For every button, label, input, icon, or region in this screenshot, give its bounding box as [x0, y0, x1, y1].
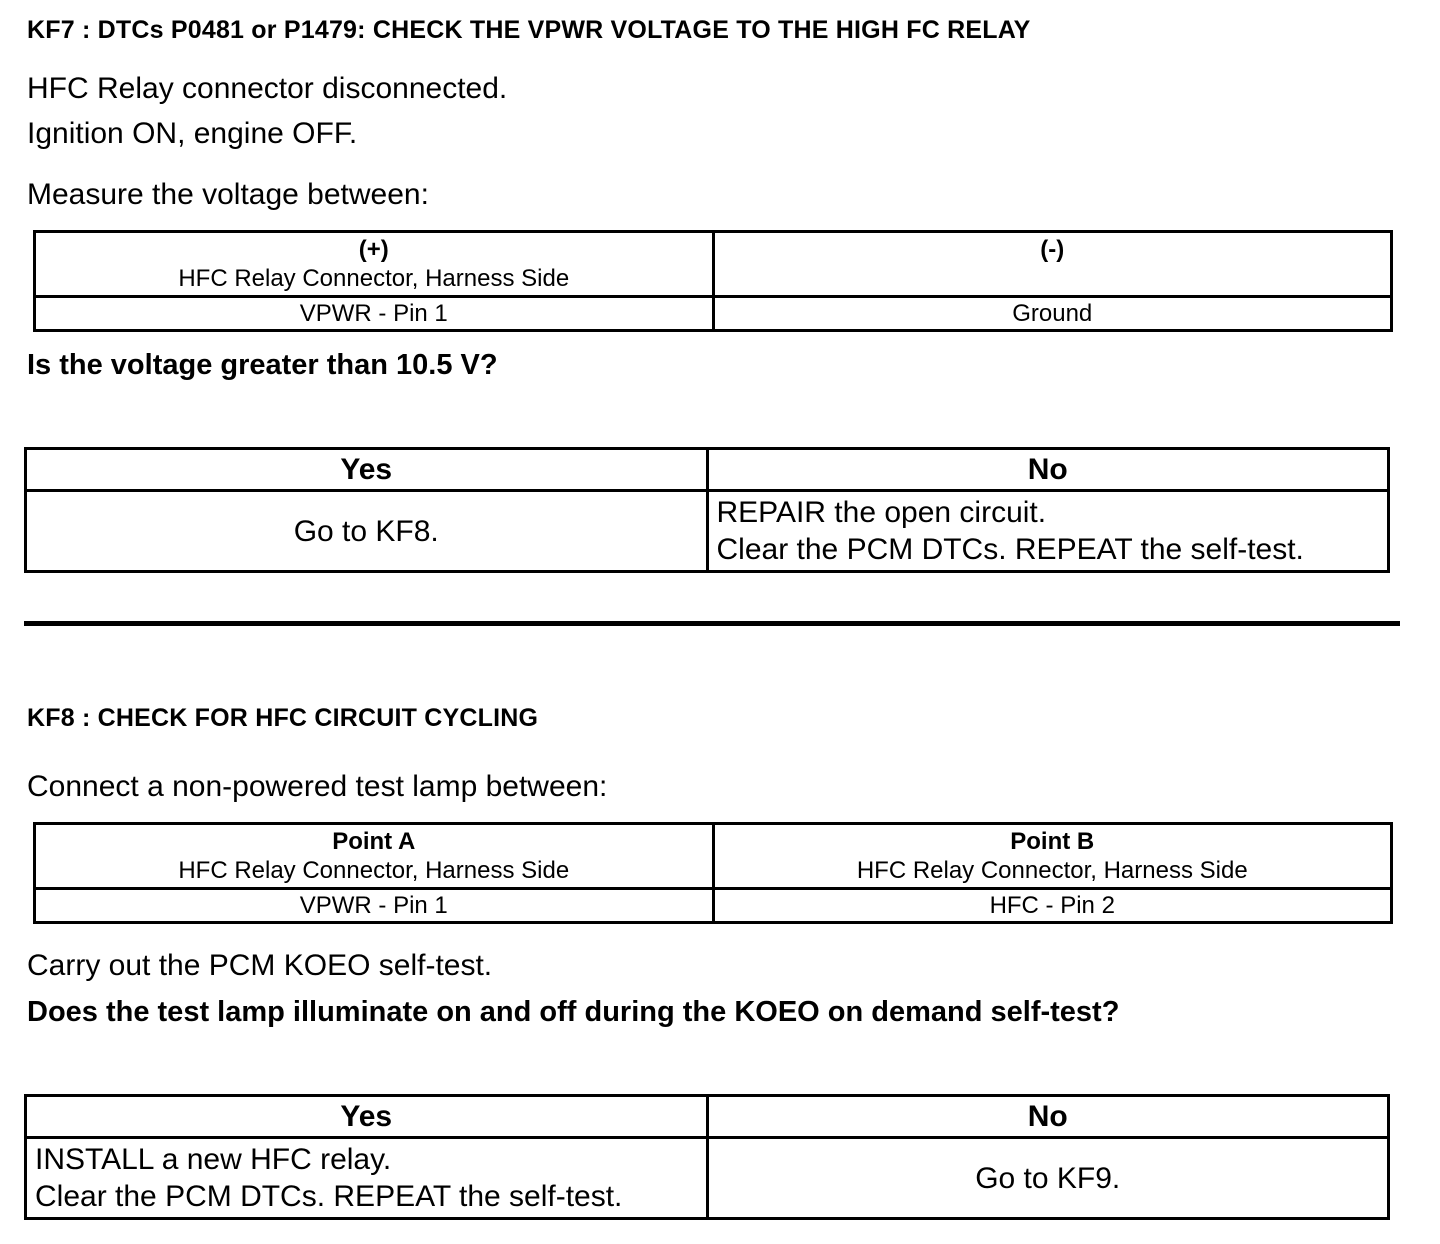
kf8-decision-table [24, 1094, 1390, 1220]
kf8-point-a-title: Point A [332, 828, 416, 855]
kf8-point-b-subtitle: HFC Relay Connector, Harness Side [856, 857, 1248, 884]
kf7-note-connector: HFC Relay connector disconnected. [27, 72, 508, 105]
kf7-decision-table [24, 447, 1390, 573]
kf7-measure-table-header-row [35, 232, 1392, 297]
kf8-section-title: KF8 : CHECK FOR HFC CIRCUIT CYCLING [27, 704, 539, 732]
kf8-yes-header: Yes [26, 1096, 708, 1138]
kf8-point-a-subtitle: HFC Relay Connector, Harness Side [178, 857, 570, 884]
kf7-measure-label: Measure the voltage between: [27, 178, 429, 211]
kf8-point-a-value: VPWR - Pin 1 [35, 889, 714, 923]
kf8-no-header: No [707, 1096, 1389, 1138]
kf7-no-action-line1: REPAIR the open circuit. [716, 496, 1047, 529]
kf7-plus-title: (+) [358, 236, 389, 263]
kf7-section [27, 16, 1400, 573]
kf7-no-action-line2: Clear the PCM DTCs. REPEAT the self-test. [716, 533, 1304, 566]
kf7-measure-table-value-row [35, 297, 1392, 331]
kf8-yes-action [26, 1138, 708, 1219]
kf8-decision-body-row [26, 1138, 1389, 1219]
kf7-question: Is the voltage greater than 10.5 V? [27, 349, 498, 381]
kf8-points-table [33, 822, 1393, 924]
kf7-decision-body-row [26, 491, 1389, 572]
kf7-yes-action-line1: Go to KF8. [293, 514, 439, 548]
kf7-section-title: KF7 : DTCs P0481 or P1479: CHECK THE VPWR VOLTAGE TO THE HIGH FC RELAY [27, 16, 1031, 44]
kf7-plus-subtitle: HFC Relay Connector, Harness Side [178, 265, 570, 292]
kf7-measure-plus-header-cell [35, 232, 714, 297]
kf7-no-header: No [707, 449, 1389, 491]
kf8-connect-label: Connect a non-powered test lamp between: [27, 770, 608, 803]
kf8-section [27, 704, 1400, 1220]
kf7-note-ignition: Ignition ON, engine OFF. [27, 117, 358, 150]
kf7-measure-table [33, 230, 1393, 332]
kf7-decision-header-row [26, 449, 1389, 491]
kf7-no-action [707, 491, 1389, 572]
kf7-minus-value: Ground [713, 297, 1392, 331]
kf8-points-table-header-row [35, 824, 1392, 889]
kf8-point-b-title: Point B [1010, 828, 1095, 855]
kf7-yes-action [26, 491, 708, 572]
kf8-yes-action-line1: INSTALL a new HFC relay. [35, 1143, 392, 1176]
kf7-measure-minus-header-cell [713, 232, 1392, 297]
kf8-yes-action-line2: Clear the PCM DTCs. REPEAT the self-test. [35, 1180, 623, 1213]
kf8-decision-header-row [26, 1096, 1389, 1138]
kf8-no-action-line1: Go to KF9. [975, 1161, 1121, 1195]
kf8-point-a-header-cell [35, 824, 714, 889]
kf8-point-b-header-cell [713, 824, 1392, 889]
kf8-carry-out-label: Carry out the PCM KOEO self-test. [27, 949, 493, 982]
kf7-plus-value: VPWR - Pin 1 [35, 297, 714, 331]
section-divider-rule [24, 621, 1400, 626]
kf7-yes-header: Yes [26, 449, 708, 491]
kf8-question: Does the test lamp illuminate on and off during the KOEO on demand self-test? [27, 996, 1120, 1028]
kf8-points-table-value-row [35, 889, 1392, 923]
kf7-minus-title: (-) [1040, 236, 1065, 263]
kf8-no-action [707, 1138, 1389, 1219]
kf8-point-b-value: HFC - Pin 2 [713, 889, 1392, 923]
